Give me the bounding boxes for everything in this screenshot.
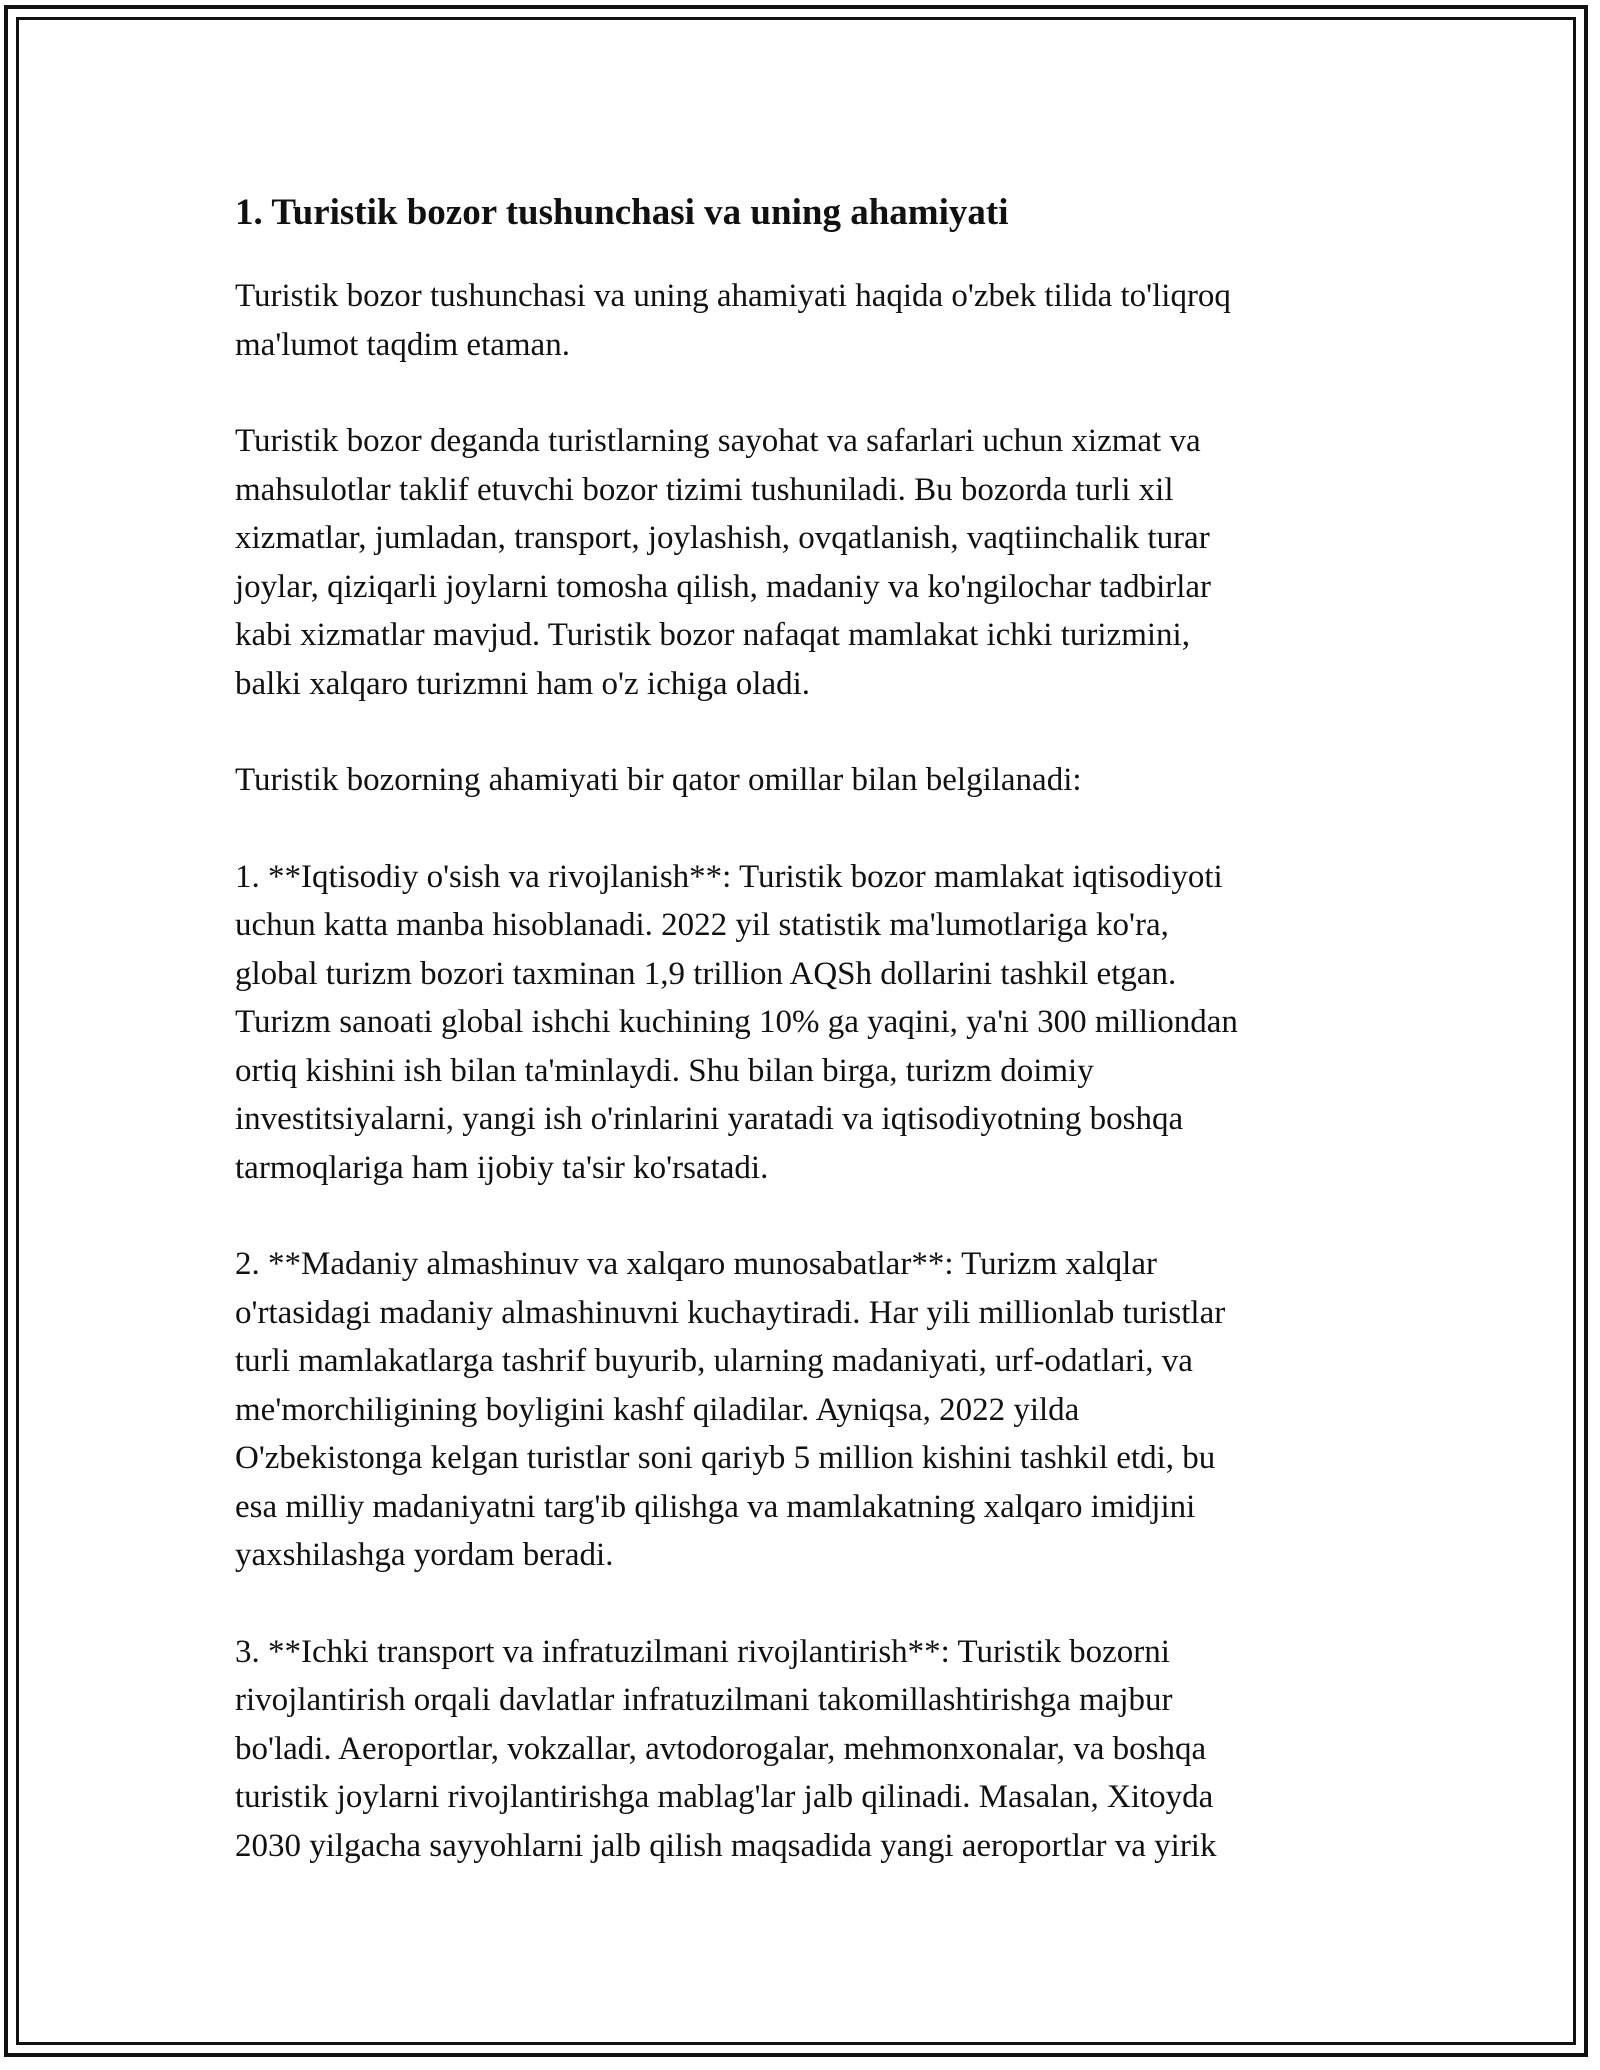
text-line: 2030 yilgacha sayyohlarni jalb qilish maqsadida yangi aeroportlar va yirik	[235, 1827, 1217, 1864]
text-line: Turistik bozorning ahamiyati bir qator omillar bilan belgilanadi:	[235, 762, 1082, 798]
text-line: investitsiyalarni, yangi ish o'rinlarini yaratadi va iqtisodiyotning boshqa	[235, 1101, 1184, 1137]
text-line: yaxshilashga yordam beradi.	[235, 1537, 614, 1573]
paragraph-intro	[235, 272, 1355, 369]
text-line: turli mamlakatlarga tashrif buyurib, ularning madaniyati, urf-odatlari, va	[235, 1343, 1193, 1379]
paragraph-item-3	[235, 1628, 1355, 1871]
page-title: 1. Turistik bozor tushunchasi va uning ahamiyati	[235, 192, 1009, 233]
text-line: 1. **Iqtisodiy o'sish va rivojlanish**: Turistik bozor mamlakat iqtisodiyoti	[235, 858, 1223, 895]
text-line: Turizm sanoati global ishchi kuchining 10% ga yaqini, ya'ni 300 milliondan	[235, 1004, 1238, 1040]
paragraph-item-1	[235, 853, 1355, 1193]
text-line: bo'ladi. Aeroportlar, vokzallar, avtodorogalar, mehmonxonalar, va boshqa	[235, 1730, 1207, 1767]
text-line: ma'lumot taqdim etaman.	[235, 326, 570, 363]
text-line: Turistik bozor deganda turistlarning sayohat va safarlari uchun xizmat va	[235, 423, 1201, 459]
document-body	[235, 188, 1355, 1918]
text-line: Turistik bozor tushunchasi va uning ahamiyati haqida o'zbek tilida to'liqroq	[235, 278, 1231, 314]
text-line: joylar, qiziqarli joylarni tomosha qilish, madaniy va ko'ngilochar tadbirlar	[235, 568, 1212, 605]
text-line: o'rtasidagi madaniy almashinuvni kuchaytiradi. Har yili millionlab turistlar	[235, 1294, 1226, 1331]
text-line: ortiq kishini ish bilan ta'minlaydi. Shu bilan birga, turizm doimiy	[235, 1052, 1094, 1089]
text-line: xizmatlar, jumladan, transport, joylashish, ovqatlanish, vaqtiinchalik turar	[235, 520, 1210, 556]
text-line: global turizm bozori taxminan 1,9 trillion AQSh dollarini tashkil etgan.	[235, 955, 1177, 992]
text-line: 2. **Madaniy almashinuv va xalqaro munosabatlar**: Turizm xalqlar	[235, 1246, 1157, 1282]
text-line: balki xalqaro turizmni ham o'z ichiga oladi.	[235, 665, 811, 702]
paragraph-definition	[235, 417, 1355, 708]
text-line: mahsulotlar taklif etuvchi bozor tizimi tushuniladi. Bu bozorda turli xil	[235, 471, 1174, 508]
text-line: rivojlantirish orqali davlatlar infratuzilmani takomillashtirishga majbur	[235, 1682, 1173, 1718]
text-line: uchun katta manba hisoblanadi. 2022 yil statistik ma'lumotlariga ko'ra,	[235, 907, 1169, 943]
text-line: tarmoqlariga ham ijobiy ta'sir ko'rsatadi.	[235, 1149, 769, 1186]
text-line: 3. **Ichki transport va infratuzilmani rivojlantirish**: Turistik bozorni	[235, 1633, 1170, 1670]
paragraph-item-2	[235, 1240, 1355, 1580]
text-line: O'zbekistonga kelgan turistlar soni qariyb 5 million kishini tashkil etdi, bu	[235, 1440, 1216, 1476]
text-line: turistik joylarni rivojlantirishga mablag'lar jalb qilinadi. Masalan, Xitoyda	[235, 1779, 1214, 1815]
text-line: esa milliy madaniyatni targ'ib qilishga va mamlakatning xalqaro imidjini	[235, 1488, 1196, 1525]
text-line: me'morchiligining boyligini kashf qiladilar. Ayniqsa, 2022 yilda	[235, 1391, 1080, 1428]
paragraph-importance-intro	[235, 756, 1355, 805]
text-line: kabi xizmatlar mavjud. Turistik bozor nafaqat mamlakat ichki turizmini,	[235, 617, 1190, 653]
